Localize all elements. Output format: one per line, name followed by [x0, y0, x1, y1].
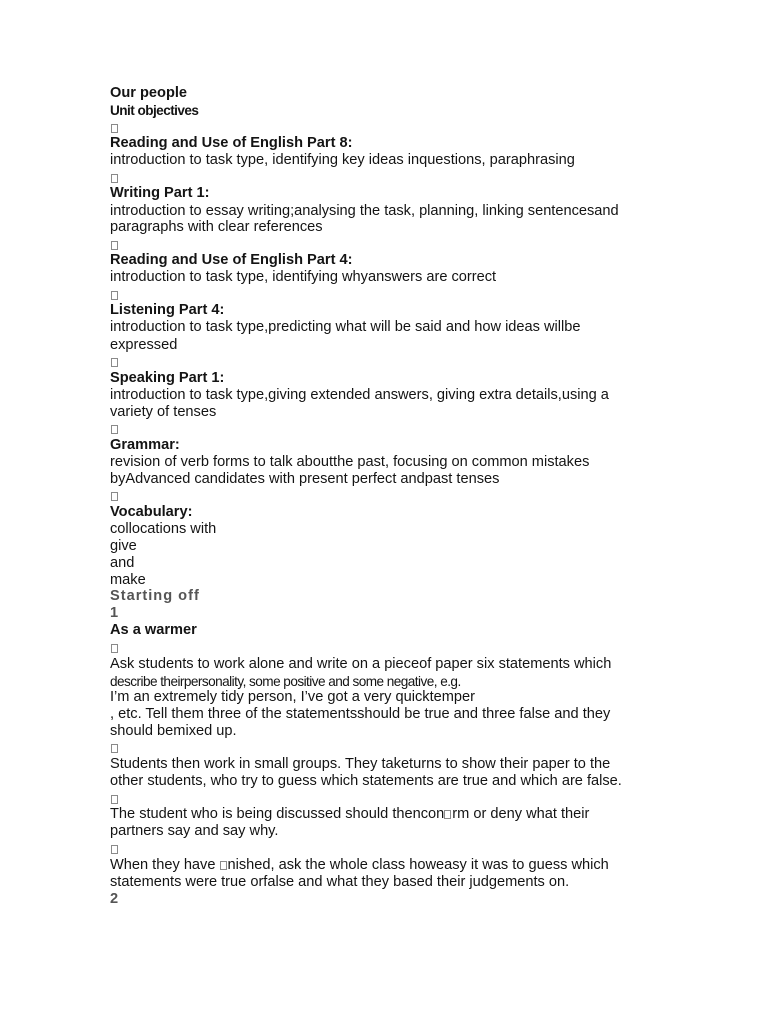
section-subheading: As a warmer	[110, 622, 197, 638]
objective-text: give	[110, 538, 137, 554]
paragraph-text: The student who is being discussed should thencon	[110, 806, 445, 822]
objective-heading: Listening Part 4:	[110, 302, 225, 318]
paragraph-line: statements were true orfalse and what they based their judgements on.	[110, 874, 570, 890]
objective-text: revision of verb forms to talk aboutthe past, focusing on common mistakes	[110, 454, 590, 470]
objective-heading: Speaking Part 1:	[110, 370, 225, 386]
missing-glyph-icon	[111, 174, 118, 183]
paragraph-line	[110, 806, 589, 823]
objective-text: collocations with	[110, 521, 217, 537]
objective-text: and	[110, 555, 135, 571]
paragraph-line: , etc. Tell them three of the statementsshould be true and three false and they	[110, 706, 611, 722]
missing-glyph-icon	[111, 124, 118, 133]
objective-heading: Writing Part 1:	[110, 185, 210, 201]
missing-glyph-icon	[111, 241, 118, 250]
missing-glyph-icon	[111, 425, 118, 434]
objective-text: introduction to task type, identifying whyanswers are correct	[110, 269, 497, 285]
section-number: 1	[110, 605, 119, 621]
objective-text: make	[110, 572, 146, 588]
paragraph-line: other students, who try to guess which statements are true and which are false.	[110, 773, 622, 789]
missing-glyph-icon	[111, 358, 118, 367]
objective-heading: Grammar:	[110, 437, 180, 453]
paragraph-line: partners say and say why.	[110, 823, 279, 839]
paragraph-text: nished, ask the whole class howeasy it was to guess which	[227, 857, 609, 873]
objective-heading: Reading and Use of English Part 4:	[110, 252, 353, 268]
paragraph-line: Ask students to work alone and write on a pieceof paper six statements which	[110, 656, 612, 672]
missing-glyph-icon	[444, 810, 451, 819]
missing-glyph-icon	[111, 744, 118, 753]
objective-text: introduction to essay writing;analysing the task, planning, linking sentencesand	[110, 203, 619, 219]
paragraph-line	[110, 857, 609, 874]
missing-glyph-icon	[111, 492, 118, 501]
objective-text: variety of tenses	[110, 404, 217, 420]
paragraph-line: describe theirpersonality, some positive and some negative, e.g.	[110, 674, 461, 689]
paragraph-text: rm or deny what their	[452, 806, 590, 822]
missing-glyph-icon	[111, 795, 118, 804]
page-title: Our people	[110, 85, 188, 101]
objective-heading: Vocabulary:	[110, 504, 193, 520]
missing-glyph-icon	[220, 861, 227, 870]
objective-text: paragraphs with clear references	[110, 219, 323, 235]
paragraph-line: Students then work in small groups. They taketurns to show their paper to the	[110, 756, 611, 772]
objective-text: introduction to task type,predicting what will be said and how ideas willbe	[110, 319, 581, 335]
objective-heading: Reading and Use of English Part 8:	[110, 135, 353, 151]
paragraph-line: should bemixed up.	[110, 723, 237, 739]
objective-text: introduction to task type,giving extended answers, giving extra details,using a	[110, 387, 609, 403]
missing-glyph-icon	[111, 644, 118, 653]
objective-text: expressed	[110, 337, 178, 353]
missing-glyph-icon	[111, 845, 118, 854]
paragraph-text: When they have	[110, 857, 220, 873]
section-number: 2	[110, 891, 119, 907]
missing-glyph-icon	[111, 291, 118, 300]
section-title: Starting off	[110, 588, 200, 604]
example-line: I’m an extremely tidy person, I’ve got a very quicktemper	[110, 689, 475, 705]
objective-text: introduction to task type, identifying key ideas inquestions, paraphrasing	[110, 152, 575, 168]
page-subtitle: Unit objectives	[110, 103, 199, 118]
objective-text: byAdvanced candidates with present perfect andpast tenses	[110, 471, 500, 487]
